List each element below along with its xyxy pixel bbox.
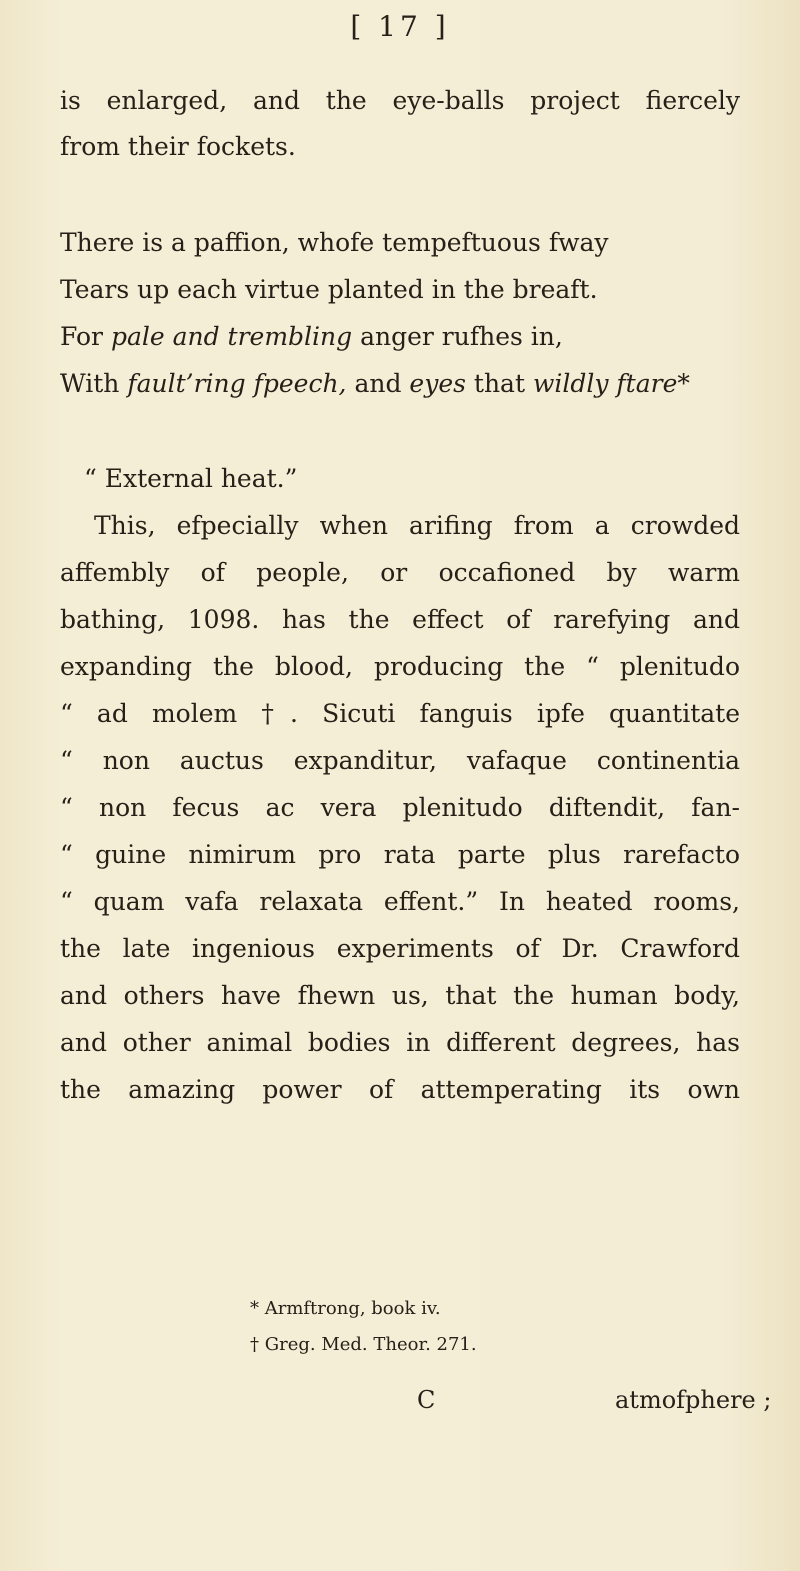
- verse-4-word-3: that: [465, 369, 533, 398]
- verse-3-word-2: anger rufhes in,: [352, 322, 563, 351]
- footnote-1: * Armftrong, book iv.: [250, 1298, 441, 1319]
- verse-4-word-2: and: [346, 369, 410, 398]
- text-line-13: and others have fhewn us, that the human body,: [60, 981, 740, 1010]
- verse-line-3: [60, 320, 740, 354]
- text-line-5: bathing, 1098. has the effect of rarefying and: [60, 605, 740, 634]
- footnote-2: † Greg. Med. Theor. 271.: [250, 1334, 477, 1355]
- text-line-15: the amazing power of attemperating its own: [60, 1075, 740, 1104]
- verse-4-italic-2: eyes: [409, 369, 466, 398]
- section-heading: “ External heat.”: [84, 464, 298, 493]
- verse-line-4: [60, 367, 740, 401]
- catchword: atmofphere ;: [615, 1386, 772, 1414]
- verse-4-italic: fault’ring fpeech,: [127, 369, 347, 398]
- verse-4-word: With: [60, 369, 128, 398]
- text-line-3: This, efpecially when arifing from a crowded: [94, 511, 740, 540]
- page-number: [ 17 ]: [350, 10, 450, 43]
- verse-line-1: There is a paffion, whofe tempeftuous fway: [60, 228, 609, 257]
- verse-4-italic-3: wildly ftare*: [532, 369, 690, 398]
- text-line-14: and other animal bodies in different degrees, has: [60, 1028, 740, 1057]
- text-line-7: “ ad molem †. Sicuti fanguis ipfe quantitate: [60, 699, 740, 728]
- text-line-11: “ quam vafa relaxata effent.” In heated rooms,: [60, 887, 740, 916]
- signature-mark: C: [417, 1386, 436, 1414]
- text-line-6: expanding the blood, producing the “ plenitudo: [60, 652, 740, 681]
- text-line-1: is enlarged, and the eye-balls project fiercely: [60, 86, 740, 115]
- text-line-8: “ non auctus expanditur, vafaque continentia: [60, 746, 740, 775]
- text-line-10: “ guine nimirum pro rata parte plus rarefacto: [60, 840, 740, 869]
- text-line-9: “ non fecus ac vera plenitudo diftendit, fan-: [60, 793, 740, 822]
- verse-3-word: For: [60, 322, 111, 351]
- text-line-12: the late ingenious experiments of Dr. Crawford: [60, 934, 740, 963]
- verse-3-italic: pale and trembling: [110, 322, 353, 351]
- text-line-4: affembly of people, or occafioned by warm: [60, 558, 740, 587]
- text-line-2: from their fockets.: [60, 132, 296, 161]
- verse-line-2: Tears up each virtue planted in the breaft.: [60, 275, 598, 304]
